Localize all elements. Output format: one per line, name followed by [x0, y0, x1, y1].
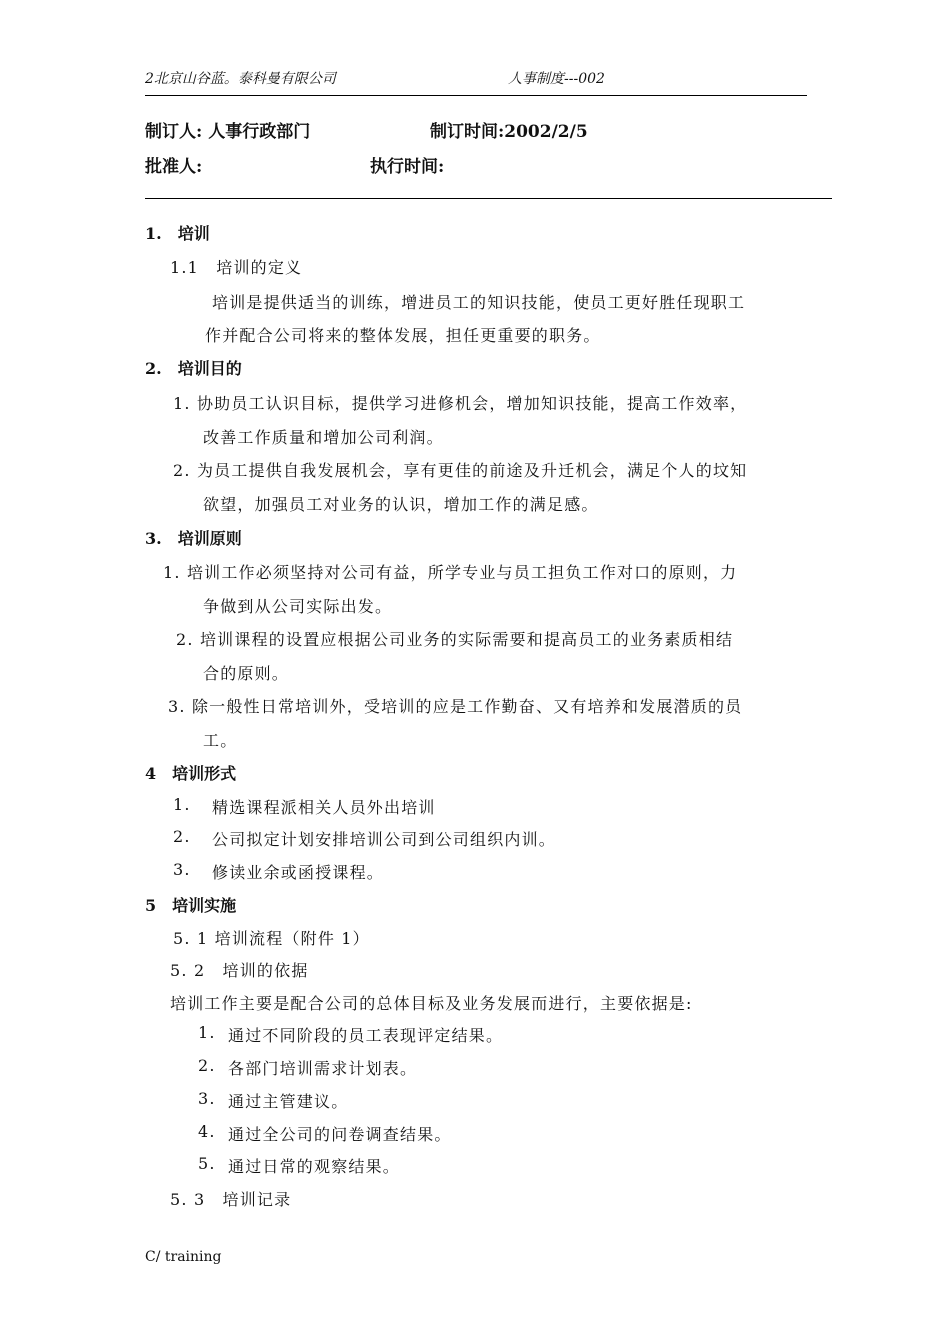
list-item: 2. 培训课程的设置应根据公司业务的实际需要和提高员工的业务素质相结 [176, 630, 734, 649]
header-company: 2北京山谷蓝。泰科曼有限公司 [145, 71, 336, 87]
section-5-3-title: 5. 3 培训记录 [170, 1190, 292, 1209]
paragraph-line: 培训是提供适当的训练，增进员工的知识技能，使员工更好胜任现职工 [212, 293, 746, 312]
list-item: 1. 培训工作必须坚持对公司有益，所学专业与员工担负工作对口的原则，力 [163, 563, 738, 582]
header-doc-code: 人事制度---002 [508, 71, 605, 87]
paragraph-line: 培训工作主要是配合公司的总体目标及业务发展而进行，主要依据是: [170, 994, 693, 1013]
header-divider [145, 95, 807, 96]
exec-date: 执行时间: [370, 157, 445, 177]
list-item: 精选课程派相关人员外出培训 [212, 798, 436, 817]
section-2-title: 2. 培训目的 [145, 359, 242, 378]
list-item: 通过日常的观察结果。 [228, 1157, 401, 1176]
paragraph-line: 作并配合公司将来的整体发展，担任更重要的职务。 [205, 326, 601, 345]
list-item-number: 5. [198, 1154, 216, 1173]
list-item-number: 2. [173, 827, 191, 846]
list-item: 2. 为员工提供自我发展机会，享有更佳的前途及升迁机会，满足个人的坟知 [173, 461, 748, 480]
section-3-title: 3. 培训原则 [145, 529, 242, 548]
approver: 批准人: [145, 157, 203, 177]
draft-date: 制订时间:2002/2/5 [430, 122, 588, 142]
section-1-1-title: 1.1 培训的定义 [170, 258, 303, 277]
list-item-continuation: 工。 [203, 731, 238, 750]
list-item-number: 2. [198, 1056, 216, 1075]
list-item-number: 1. [198, 1023, 216, 1042]
meta-divider [145, 198, 832, 199]
list-item: 通过主管建议。 [228, 1092, 349, 1111]
section-1-title: 1. 培训 [145, 224, 210, 243]
list-item-number: 3. [173, 860, 191, 879]
section-4-title: 4 培训形式 [145, 764, 237, 783]
list-item: 修读业余或函授课程。 [212, 863, 385, 882]
list-item-number: 4. [198, 1122, 216, 1141]
section-5-1-title: 5. 1 培训流程（附件 1） [173, 929, 370, 948]
section-5-2-title: 5. 2 培训的依据 [170, 961, 309, 980]
list-item: 3. 除一般性日常培训外，受培训的应是工作勤奋、又有培养和发展潜质的员 [168, 697, 743, 716]
list-item: 1. 协助员工认识目标，提供学习进修机会，增加知识技能，提高工作效率， [173, 394, 748, 413]
list-item-continuation: 欲望，加强员工对业务的认识，增加工作的满足感。 [203, 495, 599, 514]
section-5-title: 5 培训实施 [145, 896, 237, 915]
list-item: 通过不同阶段的员工表现评定结果。 [228, 1026, 504, 1045]
list-item-number: 3. [198, 1089, 216, 1108]
footer-path: C/ training [145, 1249, 222, 1265]
list-item: 公司拟定计划安排培训公司到公司组织内训。 [212, 830, 557, 849]
list-item-continuation: 合的原则。 [203, 664, 290, 683]
list-item: 各部门培训需求计划表。 [228, 1059, 418, 1078]
list-item-continuation: 改善工作质量和增加公司利润。 [203, 428, 444, 447]
drafter: 制订人: 人事行政部门 [145, 122, 311, 142]
list-item-number: 1. [173, 795, 191, 814]
list-item: 通过全公司的问卷调查结果。 [228, 1125, 452, 1144]
list-item-continuation: 争做到从公司实际出发。 [203, 597, 393, 616]
